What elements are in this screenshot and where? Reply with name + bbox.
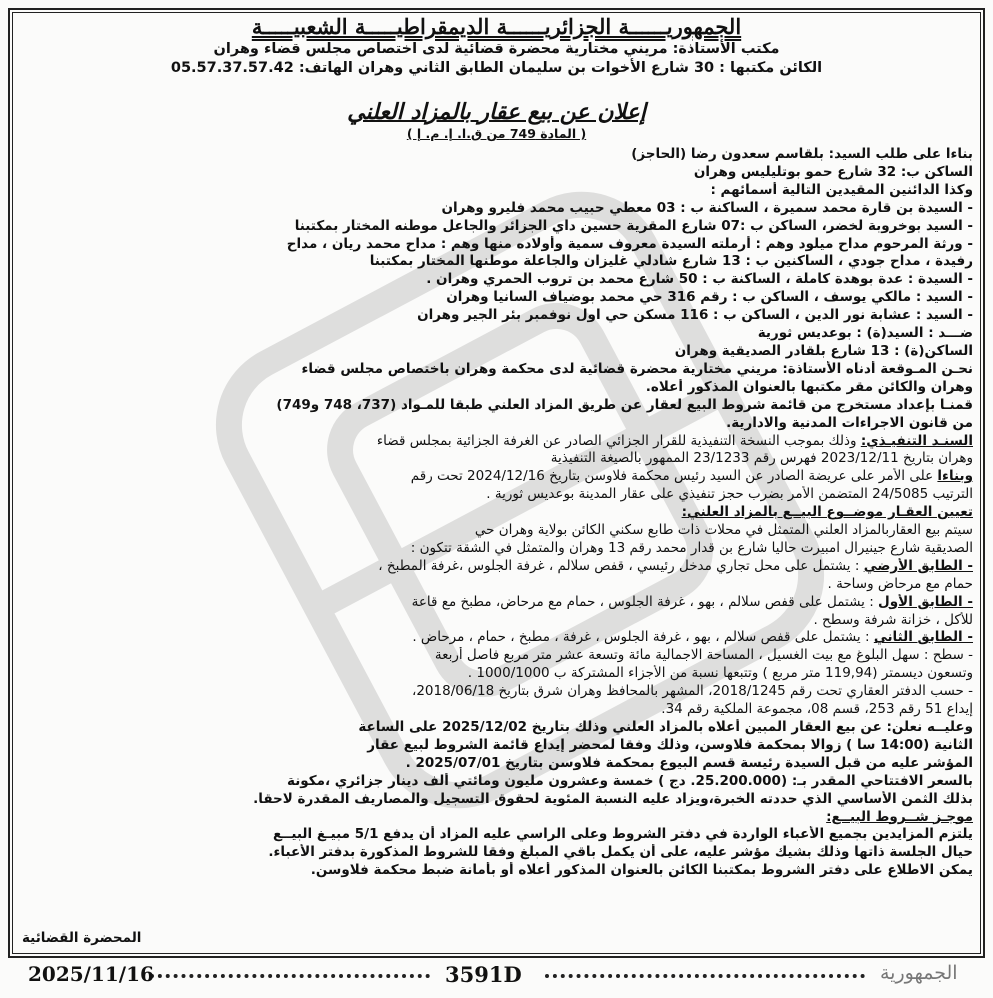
text-line [20, 146, 973, 164]
text-line [20, 504, 973, 522]
text-line-content: وذلك بموجب النسخة التنفيذية للقرار الجزائي الصادر عن الغرفة الجزائية بمجلس قضاء [376, 432, 861, 449]
section-heading: تعيين العقـار موضــوع البيــع بالمزاد العلني: [681, 504, 973, 521]
text-line [20, 701, 973, 719]
announcement-text [20, 146, 973, 880]
footer-date: 2025/11/16 [28, 962, 154, 986]
text-line-content: الصديقية شارع جينيرال امبيرت حاليا شارع بن قدار محمد رقم 13 وهران والمتمثل في الشقة تتكون : [410, 539, 973, 556]
text-line-content: الثانية (14:00 سا ) زوالا بمحكمة فلاوسن، وذلك وفقا لمحضر إيداع قائمة الشروط لبيع عقار [367, 736, 973, 753]
text-line [20, 343, 973, 361]
text-line-content: وعليــه نعلن: عن بيع العقار المبين أعلاه بالمزاد العلني وذلك بتاريخ 2025/12/02 على الساعة [358, 719, 973, 735]
text-line [20, 379, 973, 397]
office-line: مكتب الأستاذة: مريني مختارية محضرة قضائية لدى اختصاص مجلس قضاء وهران [213, 41, 780, 57]
text-line [20, 433, 973, 451]
text-line-content: الترتيب 24/5085 المتضمن الأمر بضرب حجز تنفيذي على عقار المدينة بوعديس ثورية . [486, 486, 973, 503]
text-line-content: : يشتمل على محل تجاري مدخل رئيسي ، قفص سلالم ، غرفة الجلوس ،غرفة المطبخ ، [378, 557, 864, 574]
text-line [20, 164, 973, 182]
text-line [20, 307, 973, 325]
section-heading: وبناءا [937, 468, 973, 485]
text-line [20, 236, 973, 254]
text-line [20, 791, 973, 809]
text-line-content: - السيد : عشابة نور الدين ، الساكن ب : 116 مسكن حي اول نوفمبر بئر الجير وهران [417, 307, 973, 324]
text-line [20, 809, 973, 827]
text-line-content: ضـــد : السيد(ة) : بوعديس ثورية [757, 325, 973, 342]
text-line-content: المؤشر عليه من قبل السيدة رئيسة قسم البيوع بمحكمة فلاوسن بتاريخ 2025/07/01 . [405, 754, 973, 771]
text-line-content: وتسعون ديسمتر (119,94 متر مربع ) وتتبعها نسبة من الأجزاء المشتركة ب 1000/1000 . [467, 665, 973, 682]
text-line-content: حمام مع مرحاض وساحة . [827, 575, 973, 592]
text-line [20, 862, 973, 880]
text-line-content: على الأمر على عريضة الصادر عن السيد رئيس محكمة فلاوسن بتاريخ 2024/12/16 تحت رقم [410, 468, 938, 485]
text-line [20, 773, 973, 791]
text-line [20, 558, 973, 576]
text-line [20, 415, 973, 433]
text-line-content: - حسب الدفتر العقاري تحت رقم 2018/1245، المشهر بالمحافظ وهران شرق بتاريخ 2018/06/18، [411, 683, 973, 700]
legal-article-reference: ( المادة 749 من ق.ا. إ. م. إ ) [406, 126, 587, 141]
text-line [20, 629, 973, 647]
announcement-body [20, 14, 973, 880]
text-line-content: - سطح : سهل البلوغ مع بيت الغسيل ، المساحة الاجمالية مائة وتسعة عشر متر مربع فاصل أربعة [434, 647, 973, 664]
text-line-content: - ورثة المرحوم مداح ميلود وهم : أرملته السيدة معروف سمية وأولاده منها وهم : مداح محمد ريان ، مداح [286, 235, 973, 252]
text-line [20, 755, 973, 773]
text-line [20, 594, 973, 612]
text-line-content: حيال الجلسة ذاتها وذلك بشيك مؤشر عليه، على أن يكمل باقي المبلغ وفقا للشروط المذكورة بدفتر الأعباء. [268, 844, 973, 861]
text-line-content: من قانون الاجراءات المدنية والادارية. [726, 414, 973, 431]
text-line [20, 486, 973, 504]
republic-header: الجمهوريــــــة الجزائريــــــة الديمقراطيـــــة الشعبيـــــة [251, 14, 742, 39]
text-line-content: قمنـا بإعداد مستخرج من قائمة شروط البيع لعقار عن طريق المزاد العلني طبقا للمـواد (737، 748 و749) [276, 396, 973, 413]
footer-ad-number: 3591D [445, 962, 522, 987]
section-heading: - الطابق الأول [878, 593, 973, 610]
text-line-content: : يشتمل على قفص سلالم ، بهو ، غرفة الجلوس ، غرفة ، مطبخ ، حمام ، مرحاض . [412, 629, 874, 646]
text-line-content: الساكن(ة) : 13 شارع بلقادر الصديقية وهران [674, 342, 973, 359]
text-line-content: - السيدة بن قارة محمد سميرة ، الساكنة ب : 03 معطي حبيب محمد فليرو وهران [441, 199, 973, 216]
text-line-content: - السيد : مالكي يوسف ، الساكن ب : رقم 316 حي محمد بوضياف السانيا وهران [446, 289, 973, 306]
text-line-content: - السيدة : عدة بوهدة كاملة ، الساكنة ب : 50 شارع محمد بن تروب الحمري وهران . [426, 271, 973, 288]
newspaper-logo: الجمهورية [880, 962, 958, 984]
footer-dotted-rule-left [150, 974, 430, 978]
text-line [20, 737, 973, 755]
text-line [20, 289, 973, 307]
text-line-content: يمكن الاطلاع على دفتر الشروط بمكتبنا الكائن بالعنوان المذكور أعلاه أو بأمانة ضبط محكمة فلاوسن. [310, 862, 973, 879]
text-line [20, 826, 973, 844]
text-line [20, 719, 973, 737]
text-line [20, 397, 973, 415]
text-line [20, 182, 973, 200]
text-line [20, 361, 973, 379]
section-heading: موجـز شــروط البيــع: [826, 808, 973, 825]
section-heading: السنـد التنفيـذي: [860, 432, 973, 449]
section-heading: - الطابق الأرضي [863, 557, 973, 574]
text-line-content: للأكل ، خزانة شرفة وسطح . [813, 611, 973, 628]
text-line-content: بالسعر الافتتاحي المقدر بـ: (25.200.000. دج ) خمسة وعشرون مليون ومائتي ألف دينار جزائري ،مكونة [287, 772, 973, 789]
text-line-content: بذلك الثمن الأساسي الذي حددته الخبرة،ويزاد عليه النسبة المئوية لحقوق التسجيل والمصاريف المقدرة لاحقا. [253, 790, 973, 807]
text-line [20, 522, 973, 540]
text-line [20, 540, 973, 558]
text-line-content: نحـن المـوقعة أدناه الأستاذة: مريني مختارية محضرة قضائية لدى محكمة وهران باختصاص مجلس قضاء [301, 360, 973, 377]
footer-dotted-rule-right [545, 974, 865, 978]
text-line [20, 468, 973, 486]
announcement-title: إعلان عن بيع عقار بالمزاد العلني [347, 99, 646, 125]
text-line [20, 612, 973, 630]
text-line [20, 218, 973, 236]
text-line-content: الساكن ب: 32 شارع حمو بوتليليس وهران [693, 163, 973, 180]
text-line [20, 271, 973, 289]
text-line [20, 253, 973, 271]
text-line-content: رفيدة ، مداح جودي ، الساكنين ب : 13 شارع شادلي غليزان والجاعلة موطنها المختار بمكتبنا [369, 253, 973, 270]
newspaper-footer [0, 958, 993, 998]
text-line [20, 647, 973, 665]
text-line [20, 576, 973, 594]
office-address: الكائن مكتبها : 30 شارع الأخوات بن سليمان الطابق الثاني وهران الهاتف: 05.57.37.57.42 [170, 60, 823, 76]
signature-label: المحضرة القضائية [22, 930, 142, 946]
text-line [20, 665, 973, 683]
text-line-content: بناءا على طلب السيد: بلقاسم سعدون رضا (الحاجز) [631, 146, 973, 162]
text-line-content: وهران والكائن مقر مكتبها بالعنوان المذكور أعلاه. [645, 378, 973, 395]
text-line-content: : يشتمل على قفص سلالم ، بهو ، غرفة الجلوس ، حمام مع مرحاض، مطبخ مع قاعة [411, 593, 879, 610]
text-line [20, 200, 973, 218]
text-line [20, 683, 973, 701]
text-line [20, 844, 973, 862]
section-heading: - الطابق الثاني [873, 629, 973, 646]
text-line-content: وكذا الدائنين المقيدين التالية أسمائهم : [710, 181, 973, 198]
text-line-content: يلتزم المزايدين بجميع الأعباء الواردة في دفتر الشروط وعلى الراسي عليه المزاد أن يدفع 5/1 مبيـغ البيــع [272, 826, 973, 843]
text-line [20, 450, 973, 468]
text-line-content: - السيد بوخروبة لخضر، الساكن ب :07 شارع المقرية حسين داي الجزائر والجاعل موطنه المختار بمكتبنا [294, 217, 973, 234]
text-line-content: إيداع 51 رقم 253، قسم 08، مجموعة الملكية رقم 34. [661, 701, 973, 718]
text-line-content: وهران بتاريخ 2023/12/11 فهرس رقم 23/1233 الممهور بالصيغة التنفيذية [550, 450, 973, 467]
text-line-content: سيتم بيع العقاربالمزاد العلني المتمثل في محلات ذات طابع سكني الكائن بولاية وهران حي [474, 522, 973, 539]
text-line [20, 325, 973, 343]
